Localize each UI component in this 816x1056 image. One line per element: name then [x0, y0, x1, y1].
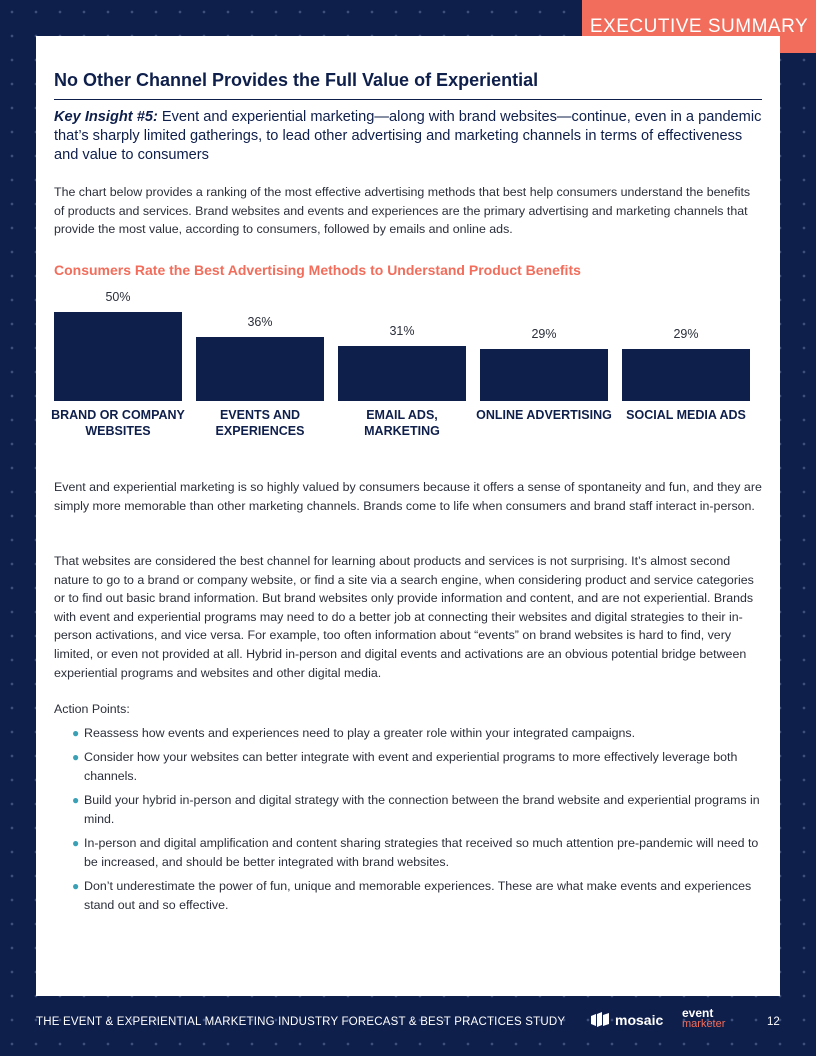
section-tag: EXECUTIVE SUMMARY — [582, 0, 816, 53]
bar-0 — [54, 312, 182, 401]
bullet-icon: ● — [72, 879, 80, 893]
bar-chart — [36, 36, 780, 466]
bullet-icon: ● — [72, 836, 80, 850]
page-title: No Other Channel Provides the Full Value of Experiential — [54, 70, 539, 90]
category-label: BRAND OR COMPANY WEBSITES — [51, 408, 185, 438]
category-label: EVENTS AND EXPERIENCES — [215, 408, 305, 438]
list-item — [54, 724, 762, 743]
mosaic-logo-icon — [590, 1012, 610, 1028]
paragraph-websites: That websites are considered the best channel for learning about products and services is not surprising. It’s almost second nature to go to a brand or company website, or find a site via a search engine, when considering product and service categories or to find out basic brand information. But brand websites only provide information and content, and are not experiential. Brands with event and experiential programs may need to do a better job at connecting their websites and digital strategies to their in-person activations, and vice versa. For example, too often information about “events” on brand websites is hard to find, very limited, or even not provided at all. Hybrid in-person and digital events and activations are an obvious potential bridge between experiential programs and websites and other digital media. — [54, 554, 754, 680]
bullet-icon: ● — [72, 726, 80, 740]
bar-3 — [480, 349, 608, 401]
key-insight-text: Event and experiential marketing—along with brand websites—continue, even in a pandemic that’s sharply limited gatherings, to lead other advertising and marketing channels in terms of effectiveness and value to consumers — [54, 109, 762, 163]
intro-paragraph: The chart below provides a ranking of the most effective advertising methods that best help consumers understand the benefits of products and services. Brand websites and events and experiences are the primary advertising and marketing channels that provide the most value, according to consumers, followed by emails and online ads. — [54, 185, 751, 237]
paragraph-experiential: Event and experiential marketing is so highly valued by consumers because it offers a sense of spontaneity and fun, and they are simply more memorable than other marketing channels. Brands come to life when consumers and brand staff interact in-person. — [54, 480, 762, 513]
chart-title: Consumers Rate the Best Advertising Methods to Understand Product Benefits — [54, 262, 581, 278]
footer-study-title: THE EVENT & EXPERIENTIAL MARKETING INDUSTRY FORECAST & BEST PRACTICES STUDY — [36, 1016, 566, 1028]
bar-value-label: 31% — [389, 323, 415, 338]
bar-4 — [622, 349, 750, 401]
category-label: ONLINE ADVERTISING — [476, 408, 612, 422]
list-item — [54, 877, 762, 915]
action-point-text: Consider how your websites can better integrate with event and experiential programs to more effectively leverage both channels. — [84, 750, 738, 783]
key-insight-label: Key Insight #5: — [54, 109, 158, 125]
page — [36, 36, 780, 996]
event-marketer-logo — [682, 1008, 725, 1030]
page-number: 12 — [767, 1016, 780, 1028]
list-item — [54, 791, 762, 829]
category-label: SOCIAL MEDIA ADS — [626, 408, 746, 422]
mosaic-logo — [590, 1012, 663, 1028]
category-label: EMAIL ADS, MARKETING — [364, 408, 440, 438]
list-item — [54, 834, 762, 872]
bullet-icon: ● — [72, 793, 80, 807]
bar-1 — [196, 337, 324, 401]
bar-value-label: 36% — [247, 314, 273, 329]
action-points-list — [54, 724, 762, 920]
bar-value-label: 29% — [531, 327, 557, 342]
action-point-text: Reassess how events and experiences need to play a greater role within your integrated campaigns. — [84, 726, 636, 740]
event-logo-text: event — [682, 1006, 714, 1020]
list-item — [54, 748, 762, 786]
bar-value-label: 29% — [673, 327, 699, 342]
action-point-text: In-person and digital amplification and content sharing strategies that received so much attention pre-pandemic will need to be increased, and should be better integrated with brand websites. — [84, 836, 759, 869]
bar-value-label: 50% — [105, 290, 131, 304]
action-point-text: Build your hybrid in-person and digital strategy with the connection between the brand website and experiential programs in mind. — [84, 793, 760, 826]
bar-2 — [338, 346, 466, 401]
mosaic-logo-text: mosaic — [615, 1012, 664, 1028]
marketer-logo-text: marketer — [682, 1018, 726, 1030]
action-points-heading: Action Points: — [54, 702, 130, 716]
bullet-icon: ● — [72, 750, 80, 764]
action-point-text: Don’t underestimate the power of fun, unique and memorable experiences. These are what make events and experiences stand out and so effective. — [84, 879, 752, 912]
